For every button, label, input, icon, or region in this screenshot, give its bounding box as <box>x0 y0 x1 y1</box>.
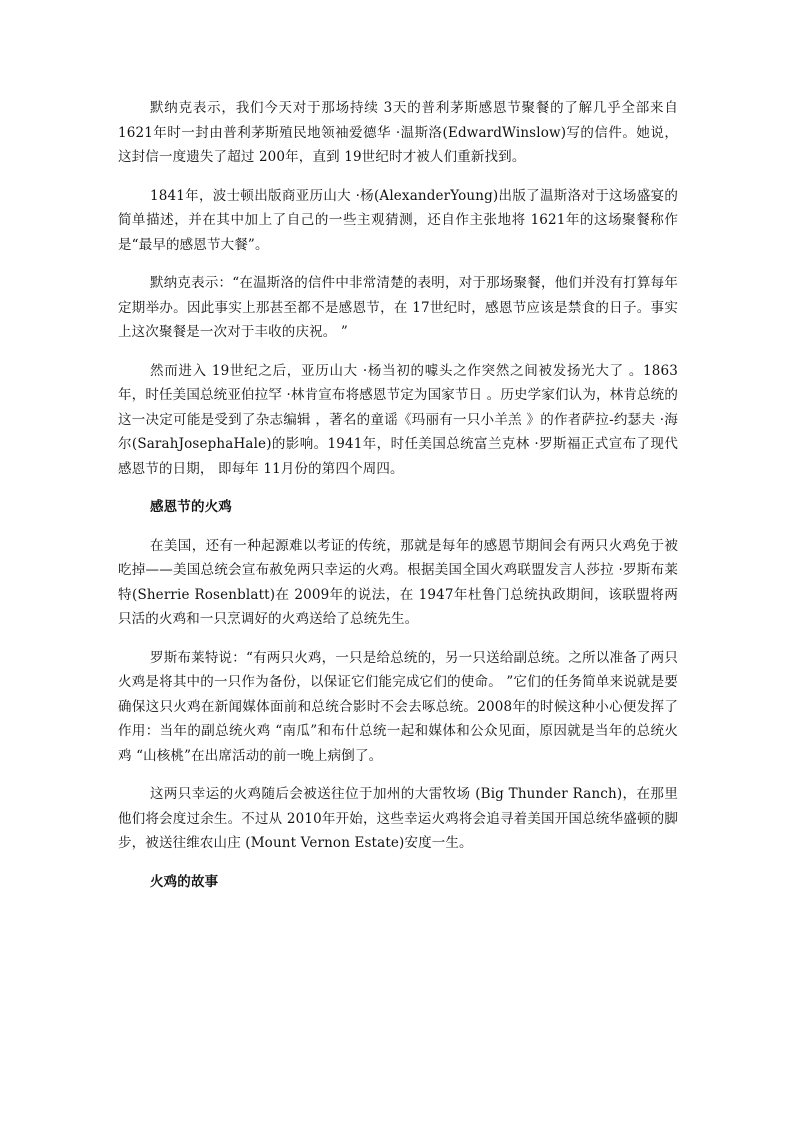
document-page <box>118 96 678 908</box>
paragraph: 默纳克表示：“在温斯洛的信件中非常清楚的表明，对于那场聚餐，他们并没有打算每年定期举办。因此事实上那甚至都不是感恩节，在 17世纪时，感恩节应该是禁食的日子。事实上这次聚餐是一次对于丰收的庆祝。 ” <box>118 275 678 340</box>
paragraph: 1841年，波士顿出版商亚历山大 ·杨(AlexanderYoung)出版了温斯洛对于这场盛宴的简单描述，并在其中加上了自己的一些主观猜测，还自作主张地将 1621年的这场聚餐称作是“最早的感恩节大餐”。 <box>118 187 678 253</box>
paragraph: 默纳克表示，我们今天对于那场持续 3天的普利茅斯感恩节聚餐的了解几乎全部来自 1621年时一封由普利茅斯殖民地领袖爱德华 ·温斯洛(EdwardWinslow)写的信件。她说，这封信一度遗失了超过 200年，直到 19世纪时才被人们重新找到。 <box>118 100 678 165</box>
paragraph: 罗斯布莱特说：“有两只火鸡，一只是给总统的，另一只送给副总统。之所以准备了两只火鸡是将其中的一只作为备份，以保证它们能完成它们的使命。 ”它们的任务简单来说就是要确保这只火鸡在新闻媒体面前和总统合影时不会去啄总统。2008年的时候这种小心便发挥了作用：当年的副总统火鸡 “南瓜”和布什总统一起和媒体和公众见面，原因就是当年的总统火鸡 “山核桃”在出席活动的前一晚上病倒了。 <box>118 649 678 764</box>
paragraph: 这两只幸运的火鸡随后会被送往位于加州的大雷牧场 (Big Thunder Ranch)，在那里他们将会度过余生。不过从 2010年开始，这些幸运火鸡将会追寻着美国开国总统华盛顿的脚步，被送往维农山庄 (Mount Vernon Estate)安度一生。 <box>118 786 678 851</box>
paragraph: 在美国，还有一种起源难以考证的传统，那就是每年的感恩节期间会有两只火鸡免于被吃掉——美国总统会宣布赦免两只幸运的火鸡。根据美国全国火鸡联盟发言人莎拉 ·罗斯布莱特(Sherrie Rosenblatt)在 2009年的说法，在 1947年杜鲁门总统执政期间，该联盟将两只活的火鸡和一只烹调好的火鸡送给了总统先生。 <box>118 537 678 627</box>
section-heading-thanksgiving-turkey: 感恩节的火鸡 <box>150 499 232 515</box>
section-heading-turkey-story: 火鸡的故事 <box>150 873 219 890</box>
paragraph: 然而进入 19世纪之后，亚历山大 ·杨当初的噱头之作突然之间被发扬光大了 。1863年，时任美国总统亚伯拉罕 ·林肯宣布将感恩节定为国家节日 。历史学家们认为，林肯总统的这一决定可能是受到了杂志编辑 ，著名的童谣《玛丽有一只小羊羔 》的作者萨拉-约瑟夫 ·海尔(SarahJosephaHale)的影响。1941年，时任美国总统富兰克林 ·罗斯福正式宣布了现代感恩节的日期， 即每年 11月份的第四个周四。 <box>118 362 678 477</box>
